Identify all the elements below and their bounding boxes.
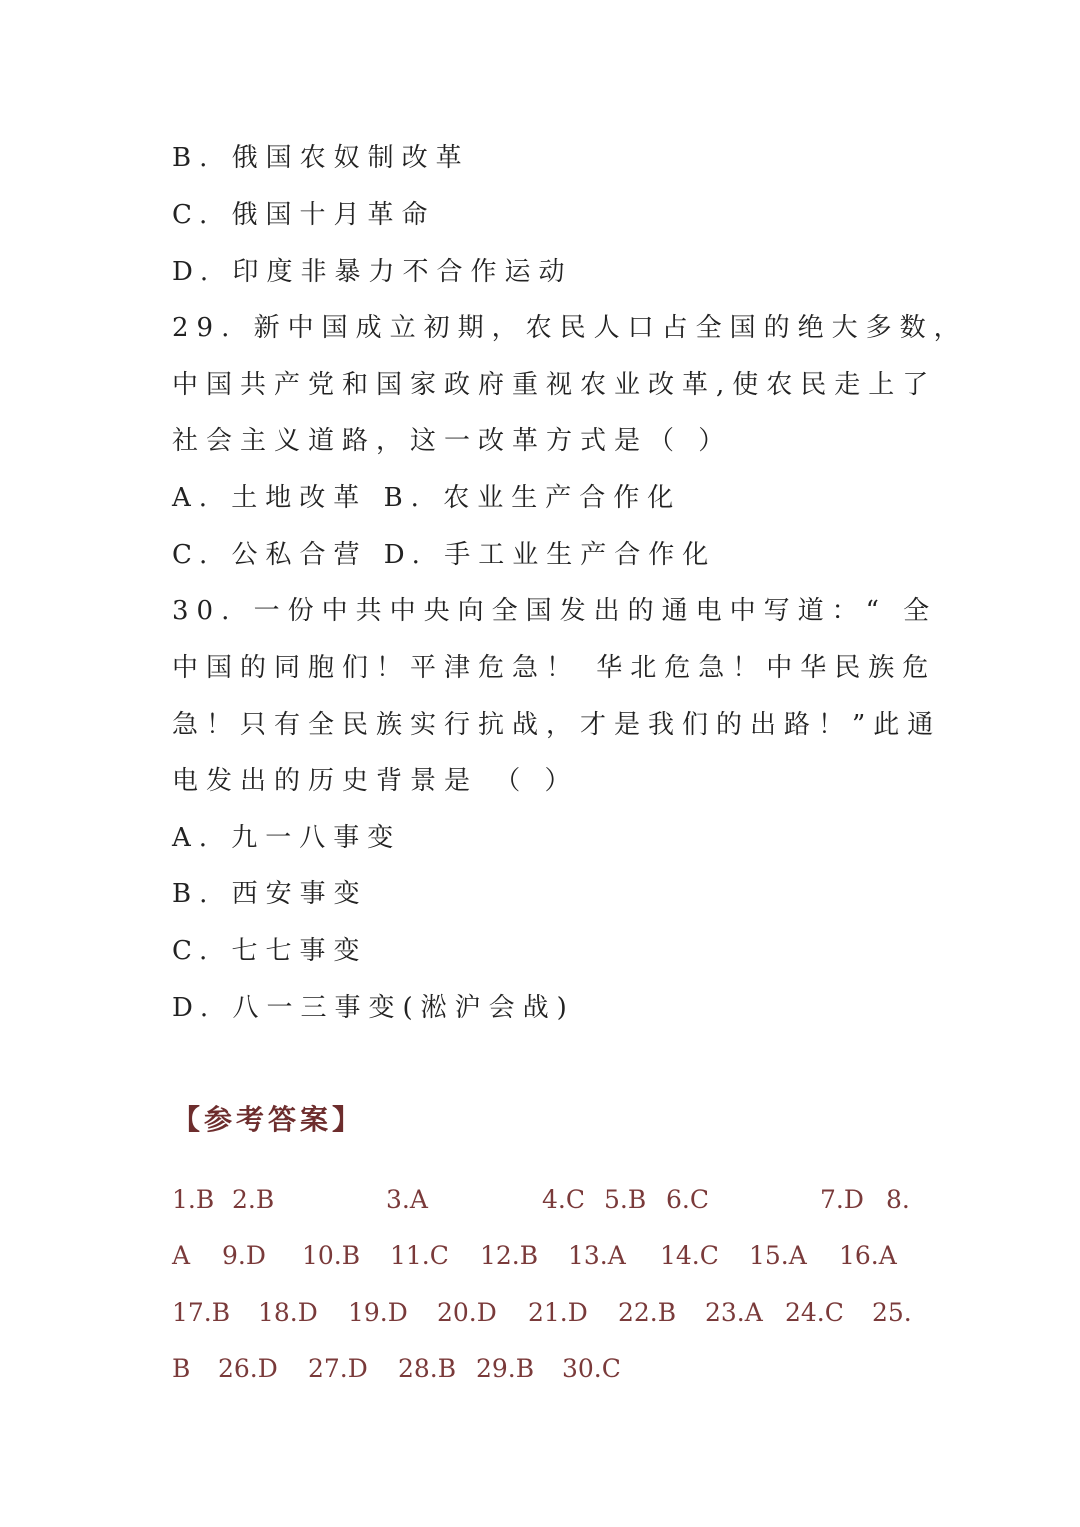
answer-item: 14.C	[660, 1241, 719, 1270]
q29-stem-line: 中国共产党和国家政府重视农业改革,使农民走上了	[172, 370, 937, 400]
q28-option-c: C. 俄国十月革命	[172, 200, 436, 230]
answer-item: 17.B	[172, 1298, 231, 1327]
answer-item: 30.C	[562, 1354, 621, 1383]
answer-item: B	[172, 1354, 191, 1383]
answer-item: 6.C	[666, 1185, 709, 1214]
answer-item: 7.D	[820, 1185, 864, 1214]
q29-stem-line: 29. 新中国成立初期，农民人口占全国的绝大多数，	[172, 313, 968, 343]
answer-item: 19.D	[348, 1298, 408, 1327]
answer-item: 29.B	[476, 1354, 535, 1383]
answer-item: 21.D	[528, 1298, 588, 1327]
answer-item: 16.A	[839, 1241, 897, 1270]
answer-row	[172, 1352, 912, 1386]
answer-item: 4.C	[542, 1185, 585, 1214]
answer-item: 9.D	[222, 1241, 266, 1270]
answer-item: 22.B	[618, 1298, 677, 1327]
answer-item: 27.D	[308, 1354, 368, 1383]
q28-option-d: D. 印度非暴力不合作运动	[172, 257, 573, 287]
q30-option-b: B. 西安事变	[172, 879, 368, 909]
answer-item: 5.B	[604, 1185, 647, 1214]
answer-row	[172, 1239, 912, 1273]
answer-item: 11.C	[390, 1241, 449, 1270]
q30-option-a: A. 九一八事变	[172, 823, 402, 853]
answer-item: 8.	[886, 1185, 910, 1214]
q30-stem-line: 30. 一份中共中央向全国发出的通电中写道：“ 全	[172, 596, 938, 626]
q30-option-d: D. 八一三事变(淞沪会战)	[172, 993, 575, 1023]
answer-item: 25.	[872, 1298, 912, 1327]
q30-option-c: C. 七七事变	[172, 936, 368, 966]
answer-item: A	[172, 1241, 191, 1270]
answer-item: 23.A	[705, 1298, 763, 1327]
answer-item: 2.B	[232, 1185, 275, 1214]
answer-item: 10.B	[302, 1241, 361, 1270]
answer-item: 20.D	[437, 1298, 497, 1327]
answers-title: 【参考答案】	[172, 1103, 365, 1136]
answer-row	[172, 1296, 912, 1330]
answer-item: 18.D	[258, 1298, 318, 1327]
q29-options-line: C. 公私合营 D. 手工业生产合作化	[172, 540, 717, 570]
q30-stem-line: 急！只有全民族实行抗战，才是我们的出路！”此通	[172, 710, 942, 740]
answer-item: 3.A	[386, 1185, 428, 1214]
answer-item: 28.B	[398, 1354, 457, 1383]
q28-option-b: B. 俄国农奴制改革	[172, 143, 470, 173]
answer-item: 15.A	[749, 1241, 807, 1270]
answer-item: 26.D	[218, 1354, 278, 1383]
answer-item: 13.A	[568, 1241, 626, 1270]
q29-options-line: A. 土地改革 B. 农业生产合作化	[172, 483, 682, 513]
q30-stem-line: 电发出的历史背景是 （ ）	[172, 766, 579, 796]
answer-row	[172, 1183, 912, 1217]
answer-item: 12.B	[480, 1241, 539, 1270]
answer-item: 24.C	[785, 1298, 844, 1327]
q29-stem-line: 社会主义道路，这一改革方式是（ ）	[172, 426, 733, 456]
q30-stem-line: 中国的同胞们！平津危急！ 华北危急！中华民族危	[172, 653, 937, 683]
answer-item: 1.B	[172, 1185, 215, 1214]
